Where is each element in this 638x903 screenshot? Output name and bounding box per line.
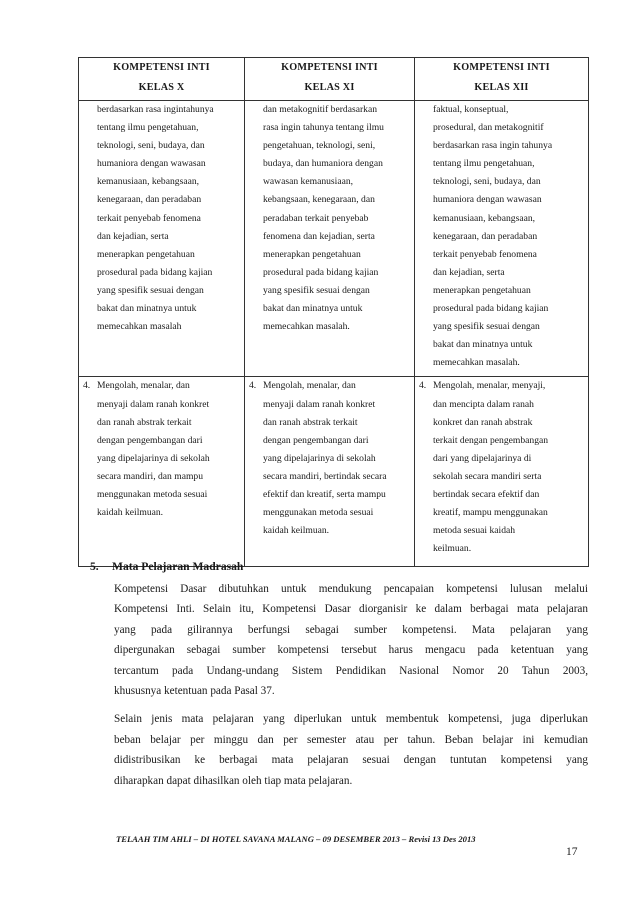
cell-line: prosedural pada bidang kajian bbox=[433, 303, 549, 315]
cell-line: terkait penyebab fenomena bbox=[97, 212, 201, 224]
cell-line: terkait dengan pengembangan bbox=[433, 434, 549, 446]
cell-line: memecahkan masalah. bbox=[433, 357, 520, 369]
paragraph-line: tercantum pada Undang-undang Sistem Pendidikan Nasional Nomor 20 Tahun 2003, bbox=[114, 664, 588, 677]
cell-line: prosedural, dan metakognitif bbox=[433, 122, 544, 134]
cell-line: berdasarkan rasa ingin tahunya bbox=[433, 140, 553, 152]
page-footer: TELAAH TIM AHLI – DI HOTEL SAVANA MALANG – 09 DESEMBER 2013 – Revisi 13 Des 2013 bbox=[116, 834, 476, 844]
cell-line: prosedural pada bidang kajian bbox=[263, 266, 379, 278]
paragraph-line: didistribusikan ke berbagai mata pelajaran sesuai dengan tuntutan kompetensi yang bbox=[114, 754, 588, 767]
cell-line: menerapkan pengetahuan bbox=[97, 248, 195, 260]
kompetensi-inti-table bbox=[78, 57, 589, 567]
cell-line: menggunakan metoda sesuai bbox=[263, 507, 374, 519]
cell-line: memecahkan masalah bbox=[97, 321, 182, 333]
cell-line: kenegaraan, dan peradaban bbox=[97, 194, 202, 206]
header-kelas-xii bbox=[415, 58, 589, 101]
header-line2: KELAS X bbox=[138, 82, 185, 93]
cell-line: tentang ilmu pengetahuan, bbox=[433, 158, 535, 170]
cell-line: bakat dan minatnya untuk bbox=[263, 303, 363, 315]
cell-line: secara mandiri, bertindak secara bbox=[263, 470, 387, 482]
header-line2: KELAS XII bbox=[474, 82, 529, 93]
paragraph-line: Kompetensi Inti. Selain itu, Kompetensi Dasar diorganisir ke dalam berbagai mata pelajaran bbox=[114, 603, 588, 616]
header-line1: KOMPETENSI INTI bbox=[113, 62, 210, 73]
cell-line: budaya, dan humaniora dengan bbox=[263, 158, 383, 170]
section-heading bbox=[90, 557, 588, 577]
cell-line: rasa ingin tahunya tentang ilmu bbox=[263, 122, 384, 134]
cell-line: keilmuan. bbox=[433, 543, 472, 555]
cell-line: fenomena dan kejadian, serta bbox=[263, 230, 375, 242]
cell-line: menerapkan pengetahuan bbox=[433, 284, 531, 296]
cell-line: bakat dan minatnya untuk bbox=[433, 339, 533, 351]
cell-line: secara mandiri, dan mampu bbox=[97, 470, 204, 482]
section-number: 5. bbox=[90, 560, 99, 573]
cell-line: Mengolah, menalar, dan bbox=[263, 380, 356, 392]
item-number: 4. bbox=[419, 380, 427, 392]
cell-line: kemanusiaan, kebangsaan, bbox=[97, 176, 200, 188]
cell-line: bakat dan minatnya untuk bbox=[97, 303, 197, 315]
paragraph-1 bbox=[114, 579, 588, 701]
cell-line: wawasan kemanusiaan, bbox=[263, 176, 354, 188]
cell-line: kaidah keilmuan. bbox=[263, 525, 330, 537]
cell-line: kreatif, mampu menggunakan bbox=[433, 507, 548, 519]
cell-kelas-x-ki3 bbox=[79, 101, 245, 377]
header-line2: KELAS XI bbox=[304, 82, 355, 93]
cell-line: dengan pengembangan dari bbox=[97, 434, 203, 446]
cell-kelas-x-ki4 bbox=[79, 377, 245, 567]
cell-line: yang spesifik sesuai dengan bbox=[97, 284, 204, 296]
paragraph-line: Selain jenis mata pelajaran yang diperlukan untuk membentuk kompetensi, juga diperlukan bbox=[114, 713, 588, 726]
cell-line: peradaban terkait penyebab bbox=[263, 212, 369, 224]
cell-line: dan kejadian, serta bbox=[97, 230, 169, 242]
cell-line: sekolah secara mandiri serta bbox=[433, 470, 542, 482]
cell-line: dan mencipta dalam ranah bbox=[433, 398, 534, 410]
cell-line: Mengolah, menalar, dan bbox=[97, 380, 190, 392]
paragraph-line: khususnya ketentuan pada Pasal 37. bbox=[114, 685, 275, 698]
item-number: 4. bbox=[249, 380, 257, 392]
section-mata-pelajaran bbox=[90, 557, 588, 791]
cell-line: dan ranah abstrak terkait bbox=[263, 416, 358, 428]
page-number: 17 bbox=[566, 846, 578, 858]
cell-line: bertindak secara efektif dan bbox=[433, 488, 540, 500]
header-line1: KOMPETENSI INTI bbox=[281, 62, 378, 73]
cell-line: kenegaraan, dan peradaban bbox=[433, 230, 538, 242]
paragraph-line: diharapkan dapat dihasilkan oleh tiap mata pelajaran. bbox=[114, 774, 353, 787]
cell-line: metoda sesuai kaidah bbox=[433, 525, 516, 537]
cell-line: berdasarkan rasa ingintahunya bbox=[97, 104, 214, 115]
cell-line: pengetahuan, teknologi, seni, bbox=[263, 140, 376, 152]
cell-line: tentang ilmu pengetahuan, bbox=[97, 122, 199, 134]
cell-line: efektif dan kreatif, serta mampu bbox=[263, 488, 386, 500]
cell-line: faktual, konseptual, bbox=[433, 104, 509, 115]
cell-line: yang dipelajarinya di sekolah bbox=[263, 452, 376, 464]
cell-line: menggunakan metoda sesuai bbox=[97, 488, 208, 500]
header-kelas-xi bbox=[245, 58, 415, 101]
cell-line: dan ranah abstrak terkait bbox=[97, 416, 192, 428]
cell-kelas-xii-ki3 bbox=[415, 101, 589, 377]
cell-kelas-xi-ki4 bbox=[245, 377, 415, 567]
cell-line: kaidah keilmuan. bbox=[97, 507, 164, 519]
cell-line: konkret dan ranah abstrak bbox=[433, 416, 533, 428]
table-header-row bbox=[79, 58, 589, 101]
cell-line: dengan pengembangan dari bbox=[263, 434, 369, 446]
cell-line: Mengolah, menalar, menyaji, bbox=[433, 380, 546, 392]
paragraph-line: dipergunakan sebagai sumber kompetensi tersebut harus mengacu pada ketentuan yang bbox=[114, 644, 588, 657]
cell-kelas-xi-ki3 bbox=[245, 101, 415, 377]
item-number: 4. bbox=[83, 380, 91, 392]
header-line1: KOMPETENSI INTI bbox=[453, 62, 550, 73]
table-row bbox=[79, 377, 589, 567]
cell-line: teknologi, seni, budaya, dan bbox=[97, 140, 205, 152]
cell-line: yang spesifik sesuai dengan bbox=[433, 321, 540, 333]
cell-line: terkait penyebab fenomena bbox=[433, 248, 537, 260]
section-title: Mata Pelajaran Madrasah bbox=[112, 560, 244, 573]
cell-line: menyaji dalam ranah konkret bbox=[263, 398, 376, 410]
cell-line: yang spesifik sesuai dengan bbox=[263, 284, 370, 296]
cell-line: dan metakognitif berdasarkan bbox=[263, 104, 378, 115]
paragraph-line: beban belajar per minggu dan per semester atau per tahun. Beban belajar ini kemudian bbox=[114, 733, 588, 746]
cell-line: menyaji dalam ranah konkret bbox=[97, 398, 210, 410]
cell-line: teknologi, seni, budaya, dan bbox=[433, 176, 541, 188]
table-row bbox=[79, 101, 589, 377]
cell-line: prosedural pada bidang kajian bbox=[97, 266, 213, 278]
cell-line: menerapkan pengetahuan bbox=[263, 248, 361, 260]
cell-line: humaniora dengan wawasan bbox=[433, 194, 542, 206]
paragraph-line: yang pada gilirannya berfungsi sebagai sumber kompetensi. Mata pelajaran yang bbox=[114, 623, 588, 636]
cell-line: dari yang dipelajarinya di bbox=[433, 452, 532, 464]
cell-line: dan kejadian, serta bbox=[433, 266, 505, 278]
paragraph-line: Kompetensi Dasar dibutuhkan untuk mendukung pencapaian kompetensi lulusan melalui bbox=[114, 583, 588, 595]
cell-line: yang dipelajarinya di sekolah bbox=[97, 452, 210, 464]
cell-line: memecahkan masalah. bbox=[263, 321, 350, 333]
cell-line: kemanusiaan, kebangsaan, bbox=[433, 212, 536, 224]
cell-line: kebangsaan, kenegaraan, dan bbox=[263, 194, 375, 206]
cell-line: humaniora dengan wawasan bbox=[97, 158, 206, 170]
header-kelas-x bbox=[79, 58, 245, 101]
paragraph-2 bbox=[114, 709, 588, 791]
cell-kelas-xii-ki4 bbox=[415, 377, 589, 567]
